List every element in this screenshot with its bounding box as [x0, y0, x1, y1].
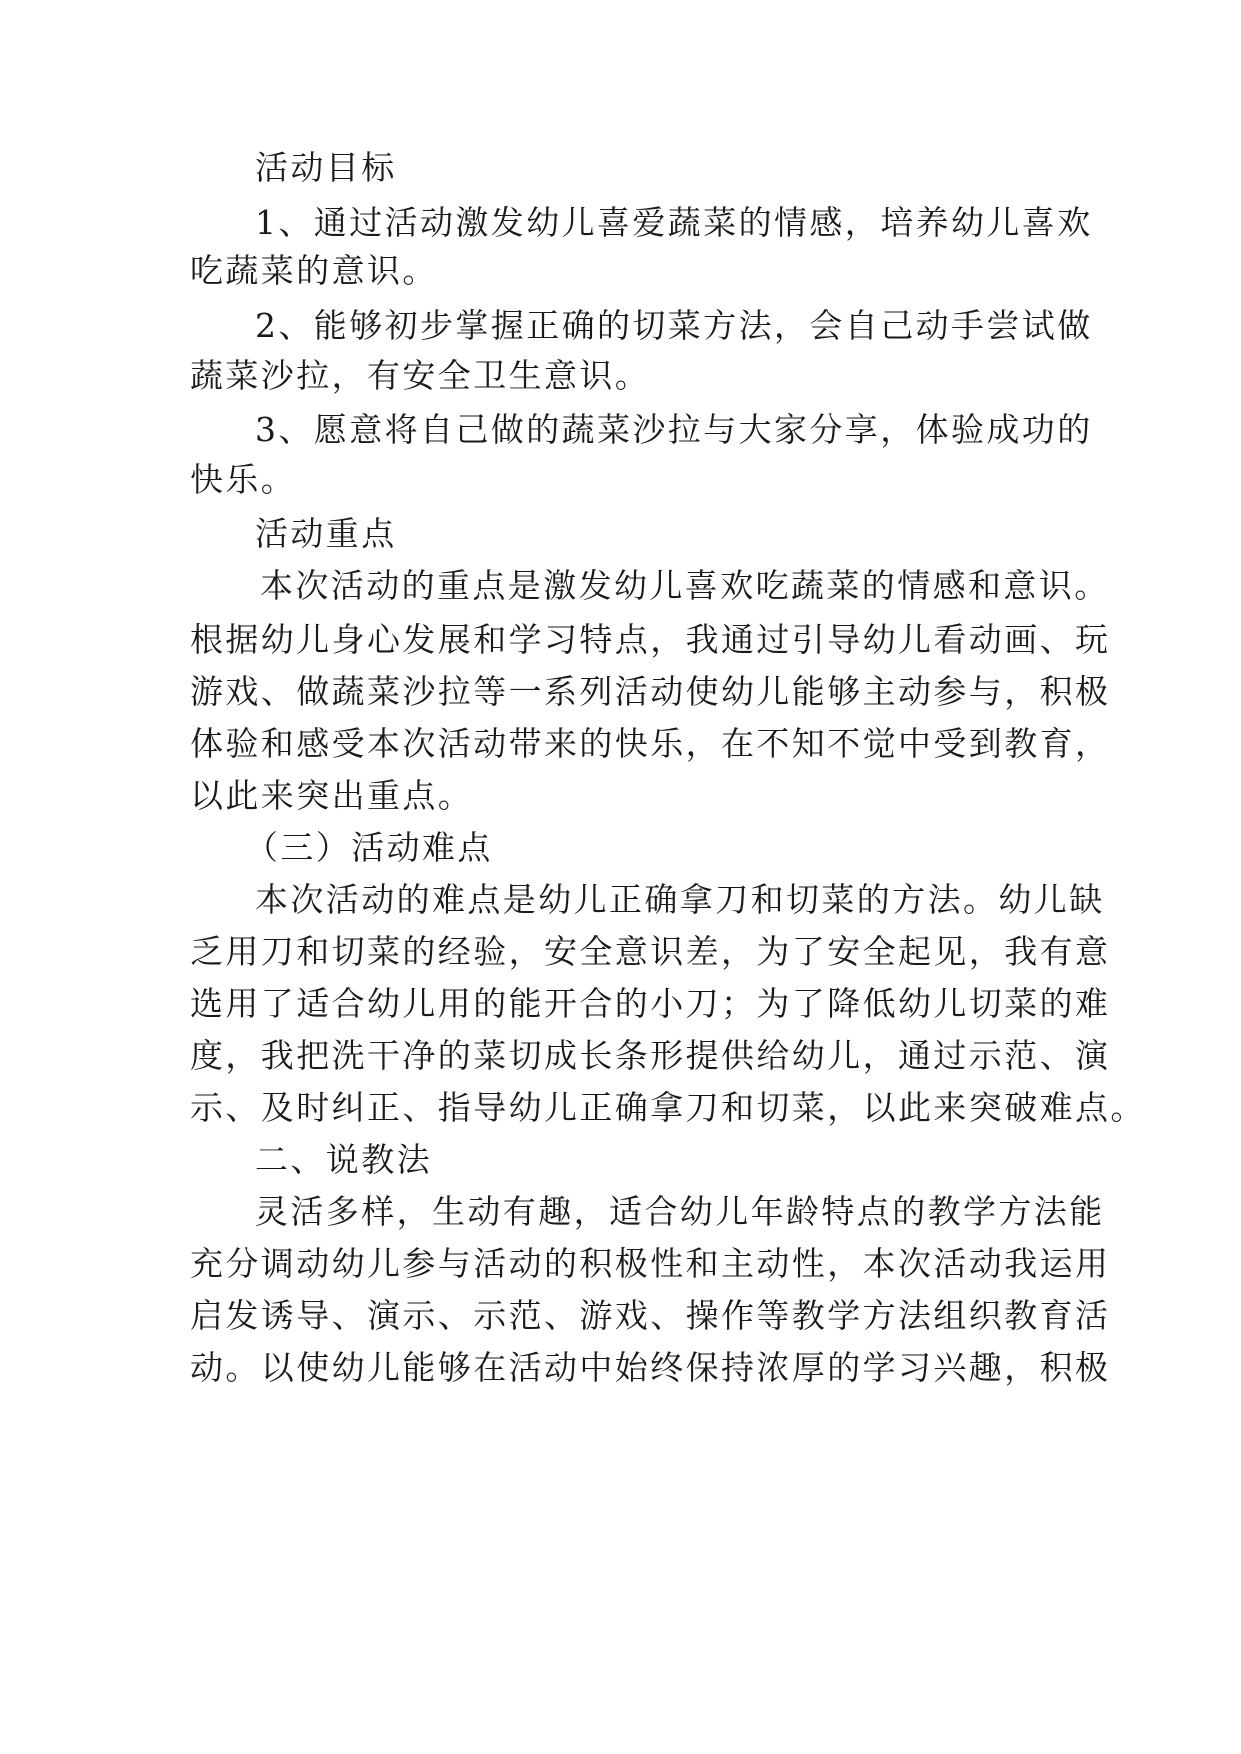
heading-activity-goals: 活动目标: [255, 148, 397, 187]
paragraph-line: 吃蔬菜的意识。: [190, 251, 438, 290]
heading-activity-focus: 活动重点: [255, 514, 397, 553]
paragraph-line: 1、通过活动激发幼儿喜爱蔬菜的情感，培养幼儿喜欢: [255, 203, 1093, 242]
paragraph-line: 动。以使幼儿能够在活动中始终保持浓厚的学习兴趣，积极: [190, 1348, 1111, 1387]
paragraph-line: 乏用刀和切菜的经验，安全意识差，为了安全起见，我有意: [190, 932, 1111, 971]
paragraph-line: 启发诱导、演示、示范、游戏、操作等教学方法组织教育活: [190, 1296, 1111, 1335]
paragraph-line: 2、能够初步掌握正确的切菜方法，会自己动手尝试做: [255, 306, 1093, 345]
paragraph-line: 充分调动幼儿参与活动的积极性和主动性，本次活动我运用: [190, 1244, 1111, 1283]
paragraph-line: 游戏、做蔬菜沙拉等一系列活动使幼儿能够主动参与，积极: [190, 672, 1111, 711]
heading-activity-difficulty: （三）活动难点: [245, 828, 493, 867]
paragraph-line: 本次活动的难点是幼儿正确拿刀和切菜的方法。幼儿缺: [255, 880, 1105, 919]
paragraph-line: 示、及时纠正、指导幼儿正确拿刀和切菜，以此来突破难点。: [190, 1088, 1146, 1127]
heading-teaching-method: 二、说教法: [255, 1140, 432, 1179]
paragraph-line: 灵活多样，生动有趣，适合幼儿年龄特点的教学方法能: [255, 1192, 1105, 1231]
paragraph-line: 体验和感受本次活动带来的快乐，在不知不觉中受到教育，: [190, 724, 1111, 763]
paragraph-line: 度，我把洗干净的菜切成长条形提供给幼儿，通过示范、演: [190, 1036, 1111, 1075]
paragraph-line: 3、愿意将自己做的蔬菜沙拉与大家分享，体验成功的: [255, 410, 1093, 449]
paragraph-line: 快乐。: [190, 460, 297, 499]
paragraph-line: 本次活动的重点是激发幼儿喜欢吃蔬菜的情感和意识。: [260, 566, 1110, 605]
paragraph-line: 蔬菜沙拉，有安全卫生意识。: [190, 356, 651, 395]
paragraph-line: 根据幼儿身心发展和学习特点，我通过引导幼儿看动画、玩: [190, 620, 1111, 659]
paragraph-line: 选用了适合幼儿用的能开合的小刀；为了降低幼儿切菜的难: [190, 984, 1111, 1023]
paragraph-line: 以此来突出重点。: [190, 776, 474, 815]
